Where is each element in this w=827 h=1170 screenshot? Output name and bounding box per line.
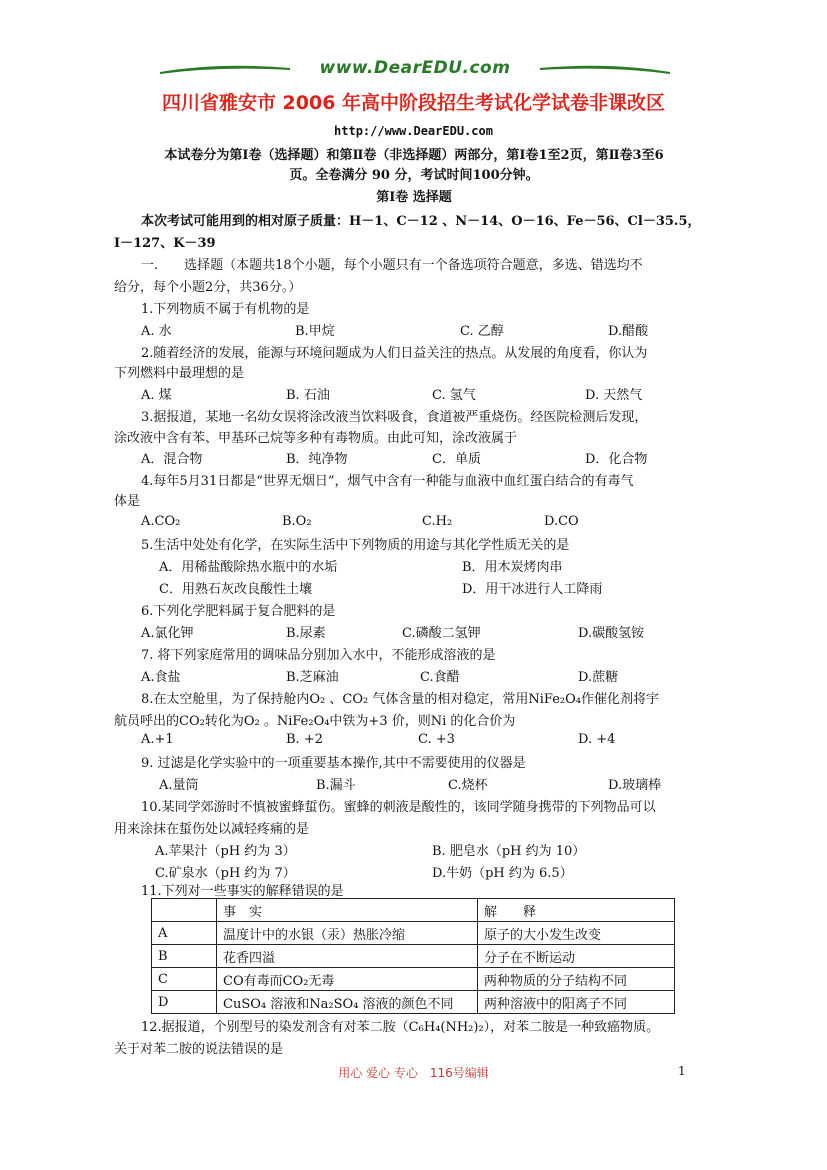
- q4-option-c: C.H₂: [422, 514, 453, 529]
- facts-table: [151, 898, 675, 1014]
- atomic-mass-line-1: 本次考试可能用到的相对原子质量：H－1、C－12 、N－14、O－16、Fe－56、Cl－35.5，: [141, 214, 701, 229]
- question-1-stem: 1.下列物质不属于有机物的是: [141, 302, 310, 317]
- table-header-cell: 解 释: [478, 899, 675, 922]
- page-number: 1: [678, 1064, 686, 1078]
- question-12-stem-1: 12.据报道，个别型号的染发剂含有对苯二胺（C₆H₄(NH₂)₂），对苯二胺是一种致癌物质。: [141, 1020, 660, 1035]
- question-2-stem-1: 2.随着经济的发展，能源与环境问题成为人们日益关注的热点。从发展的角度看，你认为: [141, 346, 648, 361]
- page-title: 四川省雅安市 2006 年高中阶段招生考试化学试卷非课改区: [161, 92, 666, 114]
- q6-option-d: D.碳酸氢铵: [578, 626, 645, 641]
- table-cell: D: [152, 991, 217, 1014]
- q4-option-d: D.CO: [544, 514, 579, 529]
- question-3-stem-1: 3.据报道，某地一名幼女误将涂改液当饮料吸食，食道被严重烧伤。经医院检测后发现，: [141, 410, 648, 425]
- site-url[interactable]: http://www.DearEDU.com: [334, 124, 493, 138]
- banner-text: www.DearEDU.com: [319, 58, 511, 78]
- q9-option-b: B.漏斗: [316, 778, 356, 793]
- question-2-stem-2: 下列燃料中最理想的是: [114, 366, 245, 381]
- table-cell: 两种物质的分子结构不同: [478, 968, 675, 991]
- q7-option-c: C.食醋: [420, 670, 460, 685]
- question-9-stem: 9. 过滤是化学实验中的一项重要基本操作,其中不需要使用的仪器是: [141, 756, 526, 771]
- q4-option-a: A.CO₂: [141, 514, 181, 529]
- q7-option-b: B.芝麻油: [286, 670, 339, 685]
- question-6-stem: 6.下列化学肥料属于复合肥料的是: [141, 604, 336, 619]
- q6-option-a: A.氯化钾: [141, 626, 194, 641]
- site-banner: [160, 58, 670, 84]
- instructions-line-2: 给分，每个小题2分，共36分。）: [114, 280, 302, 295]
- q5-option-b: B．用木炭烤肉串: [462, 560, 563, 575]
- q6-option-c: C.磷酸二氢钾: [402, 626, 481, 641]
- q8-option-a: A.+1: [141, 732, 174, 747]
- question-11-stem: 11.下列对一些事实的解释错误的是: [141, 884, 344, 899]
- q1-option-d: D.醋酸: [608, 324, 649, 339]
- table-cell: 两种溶液中的阳离子不同: [478, 991, 675, 1014]
- q2-option-c: C. 氢气: [432, 388, 476, 403]
- q3-option-c: C．单质: [432, 452, 481, 467]
- q5-option-a: A．用稀盐酸除热水瓶中的水垢: [159, 560, 338, 575]
- table-cell: C: [152, 968, 217, 991]
- question-3-stem-2: 涂改液中含有苯、甲基环己烷等多种有毒物质。由此可知，涂改液属于: [114, 431, 518, 446]
- q7-option-a: A.食盐: [141, 670, 181, 685]
- q6-option-b: B.尿素: [286, 626, 326, 641]
- q4-option-b: B.O₂: [282, 514, 312, 529]
- q3-option-b: B．纯净物: [286, 452, 348, 467]
- table-cell: 花香四溢: [217, 945, 478, 968]
- question-7-stem: 7. 将下列家庭常用的调味品分别加入水中，不能形成溶液的是: [141, 648, 496, 663]
- q1-option-c: C. 乙醇: [460, 324, 504, 339]
- q3-option-a: A．混合物: [141, 452, 203, 467]
- intro-line-1: 本试卷分为第Ⅰ卷（选择题）和第Ⅱ卷（非选择题）两部分，第Ⅰ卷1至2页，第Ⅱ卷3至6: [164, 148, 664, 163]
- question-10-stem-2: 用来涂抹在蜇伤处以减轻疼痛的是: [114, 822, 310, 837]
- q3-option-d: D．化合物: [585, 452, 648, 467]
- q1-option-b: B.甲烷: [295, 324, 335, 339]
- q10-option-c: C.矿泉水（pH 约为 7）: [155, 866, 296, 881]
- table-row: [152, 922, 675, 945]
- q9-option-a: A.量筒: [159, 778, 199, 793]
- q2-option-a: A. 煤: [141, 388, 172, 403]
- question-10-stem-1: 10.某同学郊游时不慎被蜜蜂蜇伤。蜜蜂的刺液是酸性的，该同学随身携带的下列物品可以: [141, 800, 656, 815]
- table-cell: 原子的大小发生改变: [478, 922, 675, 945]
- q10-option-d: D.牛奶（pH 约为 6.5）: [432, 866, 573, 881]
- q5-option-c: C．用熟石灰改良酸性土壤: [159, 582, 312, 597]
- q1-option-a: A. 水: [141, 324, 172, 339]
- table-cell: CO有毒而CO₂无毒: [217, 968, 478, 991]
- q9-option-c: C.烧杯: [448, 778, 488, 793]
- table-row: [152, 968, 675, 991]
- q10-option-b: B. 肥皂水（pH 约为 10）: [432, 844, 586, 859]
- q2-option-b: B. 石油: [286, 388, 330, 403]
- question-12-stem-2: 关于对苯二胺的说法错误的是: [114, 1042, 284, 1057]
- table-cell: B: [152, 945, 217, 968]
- q5-option-d: D．用干冰进行人工降雨: [462, 582, 603, 597]
- question-4-stem-1: 4.每年5月31日都是“世界无烟日”，烟气中含有一种能与血液中血红蛋白结合的有毒气: [141, 474, 634, 489]
- q8-option-b: B. +2: [286, 732, 323, 747]
- question-8-stem-1: 8.在太空舱里，为了保持舱内O₂ 、CO₂ 气体含量的相对稳定，常用NiFe₂O₄作催化剂将宇: [141, 692, 659, 707]
- q9-option-d: D.玻璃棒: [608, 778, 662, 793]
- footer-text: 用心 爱心 专心 116号编辑: [338, 1066, 489, 1080]
- table-cell: CuSO₄ 溶液和Na₂SO₄ 溶液的颜色不同: [217, 991, 478, 1014]
- table-row: [152, 991, 675, 1014]
- q7-option-d: D.蔗糖: [578, 670, 619, 685]
- question-5-stem: 5.生活中处处有化学，在实际生活中下列物质的用途与其化学性质无关的是: [141, 538, 570, 553]
- q8-option-d: D. +4: [578, 732, 616, 747]
- table-cell: 分子在不断运动: [478, 945, 675, 968]
- table-cell: 温度计中的水银（汞）热胀冷缩: [217, 922, 478, 945]
- instructions-line-1: 一. 选择题（本题共18个小题，每个小题只有一个备选项符合题意，多选、错选均不: [141, 258, 643, 273]
- table-header-cell: 事 实: [217, 899, 478, 922]
- table-header-row: [152, 899, 675, 922]
- table-row: [152, 945, 675, 968]
- table-header-cell: [152, 899, 217, 922]
- question-8-stem-2: 航员呼出的CO₂转化为O₂ 。NiFe₂O₄中铁为+3 价，则Ni 的化合价为: [114, 714, 516, 729]
- q10-option-a: A.苹果汁（pH 约为 3）: [155, 844, 296, 859]
- question-4-stem-2: 体是: [114, 494, 141, 509]
- section-title: 第Ⅰ卷 选择题: [376, 190, 452, 205]
- intro-line-2: 页。全卷满分 90 分，考试时间100分钟。: [289, 168, 539, 183]
- atomic-mass-line-2: I－127、K－39: [114, 236, 216, 251]
- q8-option-c: C. +3: [418, 732, 455, 747]
- table-cell: A: [152, 922, 217, 945]
- q2-option-d: D. 天然气: [585, 388, 643, 403]
